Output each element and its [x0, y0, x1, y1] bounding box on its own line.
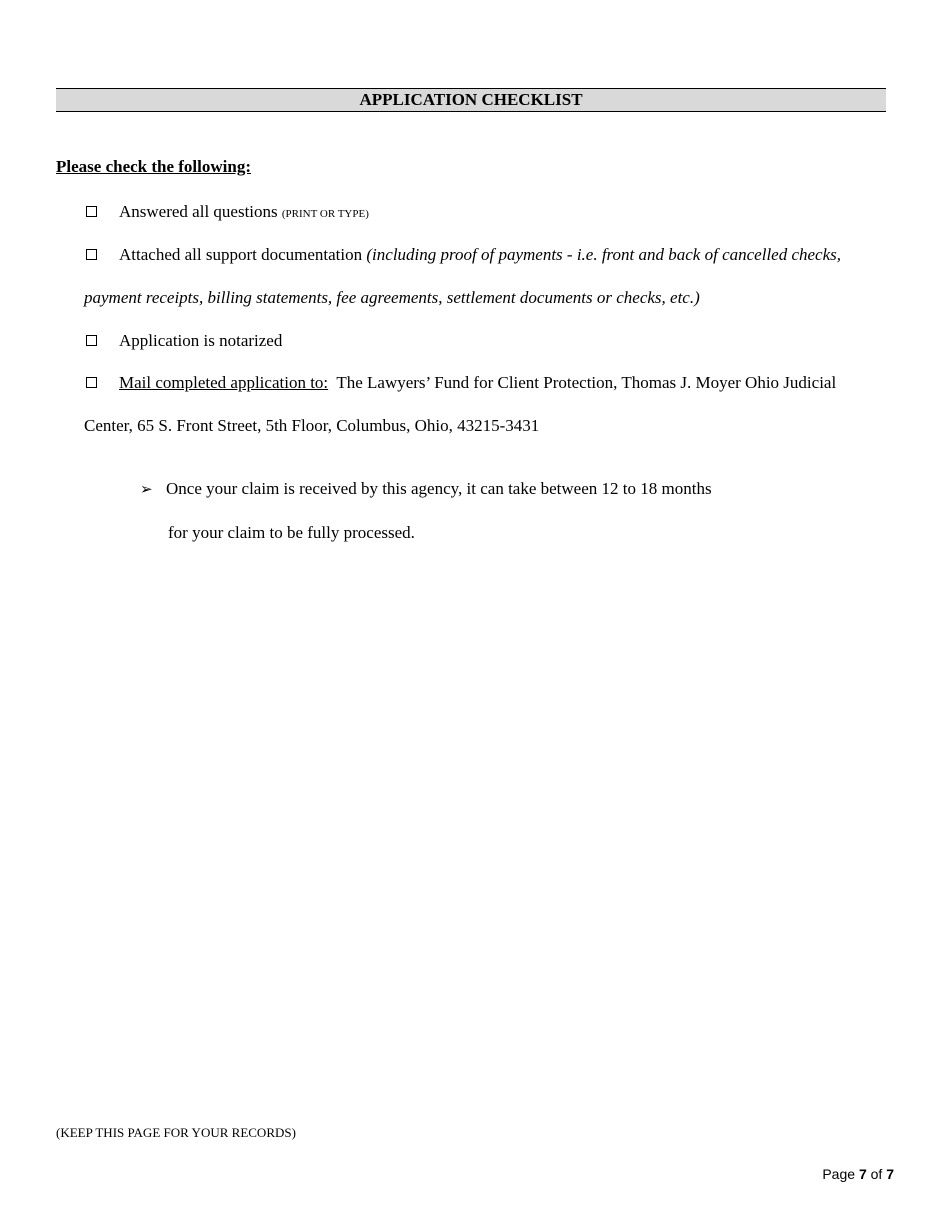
checklist-item-questions [84, 190, 874, 236]
note-line-2: for your claim to be fully processed. [168, 523, 415, 542]
page-number: Page 7 of 7 [822, 1166, 894, 1182]
item-label: Mail completed application to: [119, 373, 329, 392]
checklist-heading: Please check the following: [56, 157, 251, 176]
item-text: Application is notarized [119, 331, 283, 350]
checklist-item-documentation [84, 233, 874, 319]
item-suffix: (PRINT OR TYPE) [281, 208, 369, 220]
checkbox-icon[interactable] [86, 335, 97, 346]
checkbox-icon[interactable] [86, 377, 97, 388]
checkbox-icon[interactable] [86, 206, 97, 217]
checklist-item-mail [84, 361, 874, 447]
checklist-item-notarized [84, 319, 874, 362]
checkbox-icon[interactable] [86, 249, 97, 260]
records-notice: (KEEP THIS PAGE FOR YOUR RECORDS) [56, 1125, 296, 1140]
item-italic-note: (including proof of payments - i.e. front and back of cancelled checks, payment receipts, billing statements, fee agreements, settlement documents or checks, etc.) [84, 245, 842, 307]
page-title: APPLICATION CHECKLIST [56, 88, 886, 112]
item-text: The Lawyers’ Fund for Client Protection, Thomas J. Moyer Ohio Judicial Center, 65 S. Front Street, 5th Floor, Columbus, Ohio, 43215-3431 [84, 373, 837, 435]
arrow-bullet-icon: ➢ [140, 480, 153, 498]
item-text: Attached all support documentation [119, 245, 363, 264]
note-line-1: Once your claim is received by this agency, it can take between 12 to 18 months [166, 479, 712, 498]
item-text: Answered all questions [119, 202, 278, 221]
processing-note [140, 467, 820, 554]
